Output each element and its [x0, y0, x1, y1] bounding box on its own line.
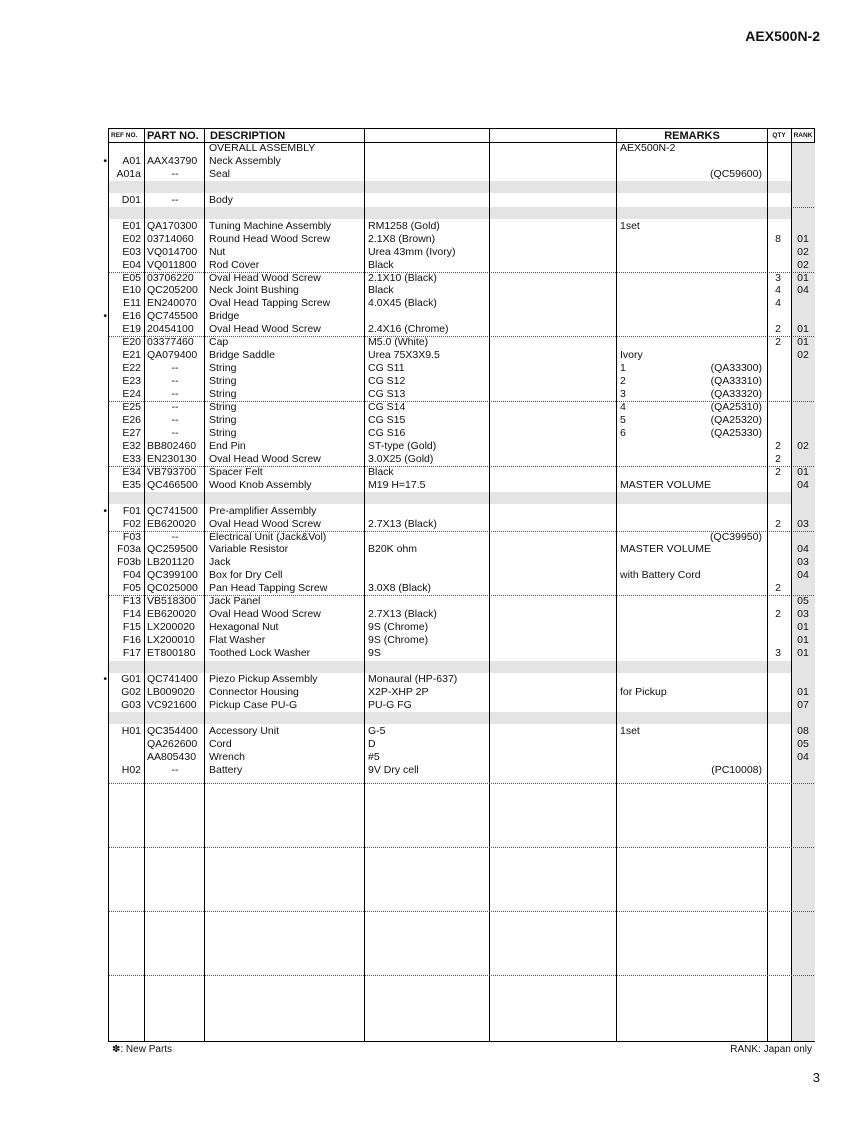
cell-part: QA262600 [147, 737, 198, 750]
cell-ref: E10 [122, 284, 141, 297]
cell-part: QC466500 [147, 478, 198, 491]
cell-ref: E20 [122, 336, 141, 349]
cell-spec: #5 [368, 750, 380, 763]
table-row [109, 543, 814, 556]
cell-remarks: 1 [620, 362, 626, 375]
cell-ref: E22 [122, 362, 141, 375]
cell-code: (PC10008) [711, 763, 762, 776]
cell-desc: Jack [209, 556, 231, 569]
header-description: DESCRIPTION [210, 130, 286, 142]
table-row [109, 414, 814, 427]
section-band [109, 207, 791, 219]
new-parts-note: ✽: New Parts [112, 1044, 173, 1055]
cell-desc: Wrench [209, 750, 245, 763]
cell-desc: Oval Head Wood Screw [209, 517, 321, 530]
cell-part: -- [171, 763, 179, 776]
cell-ref: E23 [122, 375, 141, 388]
cell-ref: E19 [122, 323, 141, 336]
cell-ref: E04 [122, 258, 141, 271]
cell-ref: E02 [122, 232, 141, 245]
cell-spec: M5.0 (White) [368, 336, 429, 349]
cell-spec: 2.7X13 (Black) [368, 608, 437, 621]
cell-spec: Black [368, 465, 394, 478]
cell-desc: Wood Knob Assembly [209, 478, 312, 491]
table-row [109, 375, 814, 388]
table-row [103, 310, 814, 323]
cell-qty: 2 [775, 452, 781, 465]
cell-desc: String [209, 413, 237, 426]
cell-ref: F05 [122, 582, 141, 595]
cell-rank: 02 [797, 439, 809, 452]
cell-desc: String [209, 388, 237, 401]
table-row [109, 453, 814, 466]
cell-code: (QA25330) [710, 426, 762, 439]
cell-qty: 2 [775, 323, 781, 336]
cell-qty: 4 [775, 297, 781, 310]
header-remarks: REMARKS [664, 130, 720, 142]
cell-ref: E16 [122, 310, 141, 323]
cell-rank: 04 [797, 750, 809, 763]
table-row [109, 233, 814, 246]
header-part-no: PART NO. [147, 130, 199, 142]
cell-desc: Toothed Lock Washer [209, 647, 311, 660]
cell-spec: M19 H=17.5 [368, 478, 426, 491]
cell-spec: Urea 43mm (Ivory) [368, 245, 456, 258]
cell-star: • [103, 310, 107, 323]
cell-rank: 01 [797, 336, 809, 349]
table-row [109, 764, 814, 777]
cell-rank: 05 [797, 737, 809, 750]
cell-ref: F04 [122, 569, 141, 582]
cell-rank: 02 [797, 245, 809, 258]
table-row [109, 336, 814, 349]
blank-row-rule [109, 975, 814, 976]
cell-desc: Box for Dry Cell [209, 569, 283, 582]
cell-spec: 9V Dry cell [368, 763, 419, 776]
cell-desc: Battery [209, 763, 243, 776]
table-row [109, 388, 814, 401]
cell-part: -- [171, 193, 179, 206]
header-ref-no: REF NO. [111, 132, 138, 139]
cell-remarks: 3 [620, 388, 626, 401]
cell-part: QA170300 [147, 219, 198, 232]
cell-star: • [103, 504, 107, 517]
table-row [109, 608, 814, 621]
cell-ref: A01a [116, 167, 141, 180]
cell-desc: Neck Assembly [209, 154, 281, 167]
table-row [109, 699, 814, 712]
table-row [109, 725, 814, 738]
cell-part: -- [171, 167, 179, 180]
cell-remarks: 1set [620, 219, 640, 232]
cell-rank: 01 [797, 232, 809, 245]
cell-ref: F01 [122, 504, 141, 517]
cell-desc: String [209, 401, 237, 413]
cell-spec: CG S12 [368, 375, 406, 388]
cell-part: 03714060 [147, 232, 194, 245]
cell-code: (QC59600) [710, 167, 762, 180]
cell-spec: Monaural (HP-637) [368, 672, 458, 685]
cell-desc: Pickup Case PU-G [209, 698, 298, 711]
table-row [109, 401, 814, 414]
table-row [109, 194, 814, 207]
table-row [109, 284, 814, 297]
cell-desc: Oval Head Wood Screw [209, 271, 321, 284]
cell-ref: E05 [122, 271, 141, 284]
cell-spec: G-5 [368, 724, 386, 737]
cell-qty: 2 [775, 336, 781, 349]
cell-part: VC921600 [147, 698, 197, 711]
cell-part: QC399100 [147, 569, 198, 582]
cell-spec: 2.4X16 (Chrome) [368, 323, 449, 336]
cell-part: VB518300 [147, 595, 197, 608]
cell-rank: 01 [797, 647, 809, 660]
cell-spec: 2.1X10 (Black) [368, 271, 437, 284]
cell-part: -- [171, 375, 179, 388]
table-row [109, 246, 814, 259]
cell-remarks: 1set [620, 724, 640, 737]
cell-ref: F03a [117, 543, 141, 556]
cell-part: -- [171, 530, 179, 543]
cell-desc: Jack Panel [209, 595, 261, 608]
cell-desc: Spacer Felt [209, 465, 263, 478]
cell-ref: E32 [122, 439, 141, 452]
table-row [109, 582, 814, 595]
section-band [109, 492, 791, 504]
cell-ref: F02 [122, 517, 141, 530]
table-row [109, 362, 814, 375]
cell-desc: End Pin [209, 439, 246, 452]
cell-rank: 01 [797, 465, 809, 478]
cell-spec: CG S14 [368, 401, 406, 413]
table-row [109, 647, 814, 660]
cell-rank: 02 [797, 258, 809, 271]
cell-ref: G03 [121, 698, 141, 711]
cell-part: AAX43790 [147, 154, 198, 167]
cell-desc: String [209, 362, 237, 375]
blank-row-rule [109, 783, 814, 784]
table-row [109, 479, 814, 492]
cell-part: 20454100 [147, 323, 194, 336]
cell-spec: Black [368, 284, 394, 297]
cell-desc: Cap [209, 336, 229, 349]
cell-desc: Oval Head Tapping Screw [209, 297, 331, 310]
cell-part: -- [171, 401, 179, 413]
cell-part: LB009020 [147, 685, 195, 698]
cell-desc: OVERALL ASSEMBLY [209, 142, 316, 154]
cell-remarks: 6 [620, 426, 626, 439]
table-row [109, 272, 814, 285]
cell-spec: ST-type (Gold) [368, 439, 437, 452]
cell-desc: Flat Washer [209, 634, 266, 647]
section-band [109, 661, 791, 673]
cell-part: QC741400 [147, 672, 198, 685]
cell-desc: Seal [209, 167, 231, 180]
cell-ref: E34 [122, 465, 141, 478]
cell-ref: F03b [117, 556, 141, 569]
cell-part: VQ011800 [147, 258, 197, 271]
cell-rank: 03 [797, 608, 809, 621]
cell-code: (QA33310) [710, 375, 762, 388]
cell-part: VQ014700 [147, 245, 198, 258]
cell-qty: 2 [775, 465, 781, 478]
cell-part: QA079400 [147, 349, 198, 362]
cell-rank: 04 [797, 569, 809, 582]
cell-part: LX200010 [147, 634, 195, 647]
table-row [109, 259, 814, 272]
cell-ref: G01 [121, 672, 141, 685]
cell-rank: 01 [797, 621, 809, 634]
cell-part: EN230130 [147, 452, 197, 465]
cell-part: EB620020 [147, 517, 197, 530]
table-row [109, 686, 814, 699]
cell-ref: E25 [122, 401, 141, 413]
cell-desc: Bridge Saddle [209, 349, 275, 362]
cell-star: • [103, 672, 107, 685]
cell-code: (QC39950) [710, 530, 762, 543]
cell-ref: E35 [122, 478, 141, 491]
cell-part: QC205200 [147, 284, 198, 297]
table-row [109, 518, 814, 531]
cell-rank: 01 [797, 685, 809, 698]
cell-spec: 4.0X45 (Black) [368, 297, 437, 310]
cell-part: -- [171, 388, 179, 401]
table-row [109, 738, 814, 751]
table-row [103, 672, 814, 686]
cell-desc: String [209, 375, 237, 388]
table-row [109, 220, 814, 233]
cell-rank: 02 [797, 349, 809, 362]
cell-spec: CG S16 [368, 426, 406, 439]
cell-desc: Bridge [209, 310, 240, 323]
table-row [109, 466, 814, 479]
cell-rank: 04 [797, 284, 809, 297]
cell-ref: F16 [122, 634, 141, 647]
cell-ref: E33 [122, 452, 141, 465]
cell-desc: Accessory Unit [209, 724, 280, 737]
blank-row-rule [109, 847, 814, 848]
cell-code: (QA25320) [710, 413, 762, 426]
cell-desc: Oval Head Wood Screw [209, 452, 321, 465]
section-band [109, 712, 791, 724]
cell-ref: E27 [122, 426, 141, 439]
table-row [103, 154, 814, 168]
table-row [109, 297, 814, 310]
cell-ref: F15 [122, 621, 141, 634]
cell-ref: E24 [122, 388, 141, 401]
cell-remarks: AEX500N-2 [620, 142, 676, 154]
cell-spec: 9S (Chrome) [368, 634, 429, 647]
cell-part: QC025000 [147, 582, 198, 595]
table-row [109, 621, 814, 634]
cell-part: -- [171, 362, 179, 375]
header-rank: RANK [793, 132, 813, 139]
cell-desc: Body [209, 193, 233, 206]
table-row [109, 349, 814, 362]
parts-table [103, 128, 815, 1042]
table-row [109, 634, 814, 647]
cell-spec: CG S15 [368, 413, 406, 426]
cell-rank: 07 [797, 698, 809, 711]
cell-spec: 9S [368, 647, 381, 660]
cell-qty: 4 [775, 284, 781, 297]
table-row [103, 504, 814, 518]
cell-ref: D01 [121, 193, 141, 206]
cell-desc: Piezo Pickup Assembly [209, 672, 318, 685]
cell-spec: PU-G FG [368, 698, 412, 711]
cell-spec: CG S13 [368, 388, 406, 401]
cell-desc: Nut [209, 245, 226, 258]
table-row [109, 531, 814, 544]
cell-desc: Connector Housing [209, 685, 299, 698]
cell-part: LX200020 [147, 621, 195, 634]
cell-spec: RM1258 (Gold) [368, 219, 440, 232]
cell-spec: 3.0X8 (Black) [368, 582, 432, 595]
cell-desc: Tuning Machine Assembly [209, 219, 332, 232]
cell-ref: F13 [122, 595, 141, 608]
section-band [109, 181, 791, 193]
cell-desc: Pan Head Tapping Screw [209, 582, 328, 595]
table-row [109, 168, 814, 181]
cell-qty: 2 [775, 608, 781, 621]
cell-remarks: MASTER VOLUME [620, 478, 712, 491]
cell-desc: String [209, 426, 237, 439]
cell-ref: F17 [122, 647, 141, 660]
cell-remarks: 4 [620, 401, 626, 413]
cell-spec: 2.1X8 (Brown) [368, 232, 436, 245]
cell-code: (QA33320) [710, 388, 762, 401]
cell-part: LB201120 [147, 556, 195, 569]
cell-rank: 04 [797, 478, 809, 491]
table-row [109, 556, 814, 569]
cell-spec: X2P-XHP 2P [368, 685, 429, 698]
cell-qty: 2 [775, 582, 781, 595]
cell-remarks: Ivory [620, 349, 643, 362]
cell-ref: F03 [122, 530, 141, 543]
cell-ref: E01 [122, 219, 141, 232]
cell-ref: H02 [121, 763, 141, 776]
cell-part: BB802460 [147, 439, 197, 452]
cell-ref: F14 [122, 608, 141, 621]
cell-remarks: 2 [620, 375, 626, 388]
table-row [109, 427, 814, 440]
cell-qty: 2 [775, 439, 781, 452]
cell-remarks: for Pickup [620, 685, 667, 698]
cell-part: EB620020 [147, 608, 197, 621]
cell-desc: Oval Head Wood Screw [209, 608, 321, 621]
model-number: AEX500N-2 [745, 28, 820, 44]
cell-rank: 05 [797, 595, 809, 608]
cell-remarks: with Battery Cord [620, 569, 701, 582]
cell-part: QC745500 [147, 310, 198, 323]
cell-code: (QA25310) [710, 401, 762, 413]
table-row [109, 569, 814, 582]
table-row [109, 751, 814, 764]
cell-part: 03706220 [147, 271, 194, 284]
cell-desc: Electrical Unit (Jack&Vol) [209, 530, 327, 543]
cell-ref: E03 [122, 245, 141, 258]
cell-part: -- [171, 413, 179, 426]
cell-desc: Hexagonal Nut [209, 621, 279, 634]
cell-rank: 03 [797, 556, 809, 569]
cell-ref: E26 [122, 413, 141, 426]
cell-ref: H01 [121, 724, 141, 737]
cell-ref: E11 [123, 297, 141, 310]
cell-desc: Neck Joint Bushing [209, 284, 299, 297]
cell-part: QC259500 [147, 543, 198, 556]
cell-spec: 3.0X25 (Gold) [368, 452, 434, 465]
cell-remarks: 5 [620, 413, 626, 426]
cell-part: ET800180 [147, 647, 196, 660]
cell-desc: Round Head Wood Screw [209, 232, 331, 245]
cell-desc: Pre-amplifier Assembly [209, 504, 317, 517]
cell-spec: CG S11 [368, 362, 405, 375]
cell-desc: Variable Resistor [209, 543, 289, 556]
cell-rank: 03 [797, 517, 809, 530]
cell-remarks: MASTER VOLUME [620, 543, 712, 556]
cell-rank: 04 [797, 543, 809, 556]
cell-part: -- [171, 426, 179, 439]
table-row [109, 142, 814, 155]
table-row [109, 595, 814, 608]
cell-ref: E21 [122, 349, 141, 362]
cell-part: QC741500 [147, 504, 198, 517]
cell-qty: 3 [775, 647, 781, 660]
cell-rank: 01 [797, 634, 809, 647]
cell-spec: Black [368, 258, 394, 271]
cell-spec: D [368, 737, 376, 750]
cell-code: (QA33300) [710, 362, 762, 375]
cell-spec: B20K ohm [368, 543, 418, 556]
blank-row-rule [109, 911, 814, 912]
cell-qty: 3 [775, 271, 781, 284]
cell-rank: 01 [797, 323, 809, 336]
cell-part: 03377460 [147, 336, 194, 349]
cell-desc: Rod Cover [209, 258, 260, 271]
table-row [109, 440, 814, 453]
cell-desc: Oval Head Wood Screw [209, 323, 321, 336]
cell-ref: G02 [121, 685, 141, 698]
cell-spec: 2.7X13 (Black) [368, 517, 437, 530]
cell-rank: 08 [797, 724, 809, 737]
header-qty: QTY [772, 132, 786, 139]
cell-part: AA805430 [147, 750, 197, 763]
cell-qty: 8 [775, 232, 781, 245]
table-row [109, 323, 814, 336]
cell-ref: A01 [122, 154, 141, 167]
cell-qty: 2 [775, 517, 781, 530]
page-number: 3 [812, 1070, 820, 1085]
cell-part: VB793700 [147, 465, 197, 478]
cell-star: • [103, 154, 107, 167]
cell-desc: Cord [209, 737, 232, 750]
cell-rank: 01 [797, 271, 809, 284]
cell-spec: 9S (Chrome) [368, 621, 429, 634]
cell-part: EN240070 [147, 297, 197, 310]
cell-part: QC354400 [147, 724, 198, 737]
cell-spec: Urea 75X3X9.5 [368, 349, 440, 362]
rank-note: RANK: Japan only [730, 1044, 812, 1055]
